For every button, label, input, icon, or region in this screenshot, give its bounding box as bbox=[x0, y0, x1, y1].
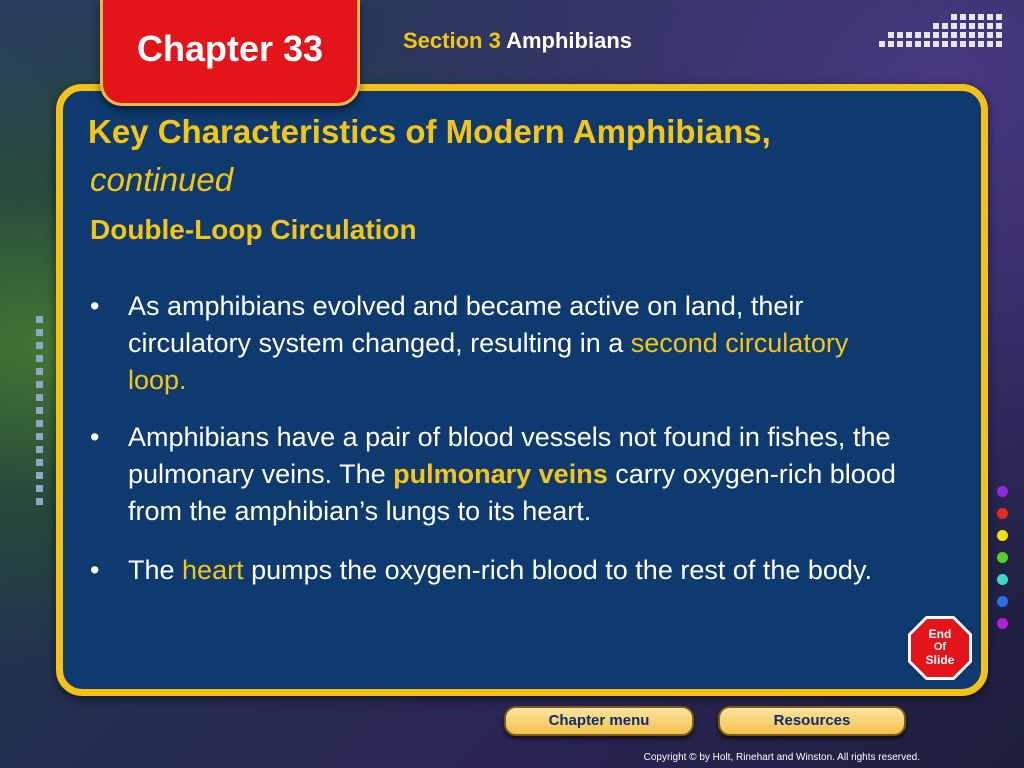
bullet-highlight: second circulatory loop. bbox=[128, 328, 849, 395]
copyright-notice: Copyright © by Holt, Rinehart and Winston. All rights reserved. bbox=[643, 752, 920, 763]
bullet-marker: • bbox=[90, 422, 100, 452]
section-name: Amphibians bbox=[506, 28, 633, 53]
bullet-text: Amphibians have a pair of blood vessels not found in fishes, the pulmonary veins. The bbox=[128, 422, 891, 489]
bullet-text: carry oxygen-rich blood from the amphibian’s lungs to its heart. bbox=[128, 459, 896, 526]
color-dot bbox=[997, 574, 1008, 585]
bullet-text: pumps the oxygen-rich blood to the rest of the body. bbox=[243, 555, 872, 585]
color-dot bbox=[997, 508, 1008, 519]
bullet-item bbox=[88, 288, 898, 399]
end-slide-line1: End bbox=[928, 627, 952, 641]
end-slide-line3: Slide bbox=[925, 653, 955, 667]
section-number: Section 3 bbox=[403, 28, 501, 53]
resources-button[interactable]: Resources bbox=[718, 706, 906, 736]
bullet-item bbox=[88, 419, 898, 530]
bullet-text: As amphibians evolved and became active on land, their circulatory system changed, resulting in a bbox=[128, 291, 804, 358]
chapter-tab bbox=[100, 0, 360, 106]
bullet-highlight: pulmonary veins bbox=[393, 459, 608, 489]
color-dot bbox=[997, 486, 1008, 497]
slide-title: Key Characteristics of Modern Amphibians, bbox=[88, 113, 771, 150]
color-dot bbox=[997, 618, 1008, 629]
chapter-menu-button[interactable]: Chapter menu bbox=[504, 706, 694, 736]
decorative-dot-grid bbox=[879, 14, 1002, 50]
end-slide-line2: Of bbox=[933, 641, 947, 653]
section-heading bbox=[403, 28, 632, 54]
end-of-slide-button[interactable] bbox=[906, 614, 974, 682]
bullet-marker: • bbox=[90, 555, 100, 585]
bullet-item bbox=[88, 552, 898, 589]
slide-subtitle: Double-Loop Circulation bbox=[90, 214, 417, 245]
side-color-dots bbox=[997, 486, 1008, 640]
bullet-list bbox=[88, 288, 898, 589]
color-dot bbox=[997, 530, 1008, 541]
bullet-text: The bbox=[128, 555, 183, 585]
decorative-dot-column bbox=[36, 316, 43, 511]
chapter-label: Chapter 33 bbox=[136, 28, 324, 69]
color-dot bbox=[997, 552, 1008, 563]
color-dot bbox=[997, 596, 1008, 607]
slide-title-continued: continued bbox=[90, 161, 234, 198]
bullet-highlight: heart bbox=[182, 555, 244, 585]
bullet-marker: • bbox=[90, 291, 100, 321]
